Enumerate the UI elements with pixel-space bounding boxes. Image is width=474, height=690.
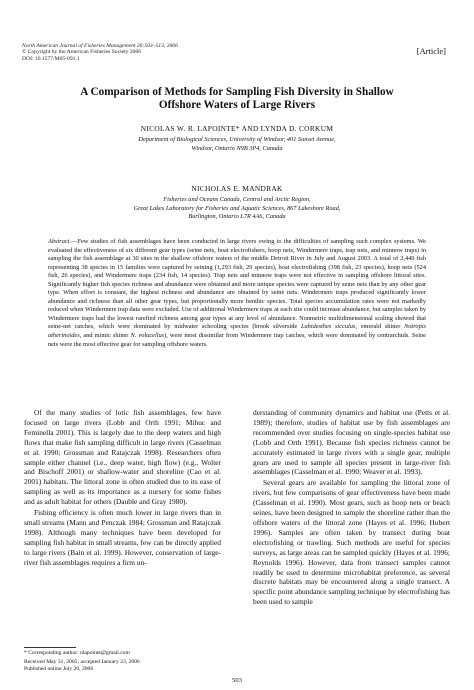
abstract-text-1: —Few studies of fish assemblages have been conducted in large rivers owing to the difficulties of sampling such complex systems. We evaluated the effectiveness of six different gear types (seine nets, boat electrofishers, hoop nets, Windermere traps, trap nets, and minnow traps) in sampling the fish assemblage at 30 sites in the shallow offshore waters of the middle Detroit River in July and August 2003. A total of 2,449 fish representing 38 species in 15 families were captured by seining (1,293 fish, 29 species), boat electrofishing (398 fish, 23 species), hoop nets (524 fish, 26 species), and Windermere traps (234 fish, 14 species). Trap nets and minnow traps were not effective in sampling offshore littoral sites. Significantly higher fish species richness and abundance were obtained and more unique species were captured by seine nets than by any other gear type. When effort is constant, the highest richness and abundance are obtained by seine nets. Windermere traps produced significantly lower abundance and richness than all other gear types, but proportionally more benthic species. Total species accumulation rates were not markedly reduced when Windermere trap data were excluded. Use of additional Windermere traps at each site could increase abundance, but samples taken by Windermere traps had the lowest rarefied richness among gear types at any level of abundance. Nonmetric multidimensional scaling showed that seine-net catches, which were dominated by midwater schooling species (brook silverside <box>48 238 426 331</box>
affiliation-2-line-2: Great Lakes Laboratory for Fisheries and Aquatic Sciences, 867 Lakeshore Road, <box>133 204 341 212</box>
abstract-label: Abstract. <box>48 238 72 245</box>
footnote-divider <box>24 647 76 648</box>
published-date: Published online July 20, 2006 <box>24 666 94 672</box>
article-type-label: [Article] <box>416 46 446 56</box>
corresponding-author: * Corresponding author: nlapointe@gmail.com <box>24 650 130 656</box>
journal-citation: North American Journal of Fisheries Management 26:503–513, 2006 <box>22 43 178 49</box>
received-date: Received May 31, 2005; accepted January 23, 2006 <box>24 659 140 665</box>
footnote <box>24 650 224 673</box>
author-names-2: NICHOLAS E. MANDRAK <box>191 184 283 193</box>
title-line-1: A Comparison of Methods for Sampling Fish Diversity in Shallow <box>80 86 394 98</box>
title-line-2: Offshore Waters of Large Rivers <box>158 99 316 111</box>
body-column-left <box>24 408 221 568</box>
abstract-text-2: , emerald shiner <box>355 323 405 331</box>
affiliation-2 <box>30 196 444 222</box>
affiliation-1 <box>30 136 444 153</box>
journal-header <box>22 43 178 62</box>
affiliation-2-line-3: Burlington, Ontario L7R 4A6, Canada <box>188 213 286 221</box>
body-paragraph: Several gears are available for sampling the littoral zone of rivers, but few comparisons of gear effectiveness have been made (Casselman et al. 1990). Most gears, such as hoop nets or beach seines, have been designed to sample the shoreline rather than the offshore waters of the littoral zone (Hayes et al. 1996; Hubert 1996). Samples are often taken by transect during boat electrofishing or trawling. Such methods are useful for species surveys, as large areas can be sampled quickly (Hayes et al. 1996; Reynolds 1996). However, data from transect samples cannot readily be used to determine microhabitat preference, as several discrete habitats may be encountered along a single transect. A specific point abundance sampling technique by electrofishing has been used to sample <box>253 478 450 607</box>
abstract <box>48 238 426 349</box>
affiliation-2-line-1: Fisheries and Oceans Canada, Central and Arctic Region, <box>163 196 311 203</box>
abstract-text-4: ), were most dissimilar from Windermere trap catches, which were dominated by centrarchids. Seine nets were the most effective gear for sampling offshore waters. <box>48 332 426 348</box>
body-column-right <box>253 408 450 607</box>
species-name-2: Notropis atherinoides <box>48 323 427 340</box>
copyright-line: © Copyright by the American Fisheries Society 2006 <box>22 49 142 56</box>
species-name-1: Labidesthes sicculus <box>300 323 356 331</box>
abstract-text-3: , and mimic shiner <box>79 332 131 340</box>
doi-line: DOI: 10.1577/M05-091.1 <box>22 55 80 62</box>
body-paragraph: derstanding of community dynamics and habitat use (Petts et al. 1989); therefore, studies of habitat use by fish assemblages are recommended over studies focusing on single-species habitat use (Lobb and Orth 1991). Because fish species richness cannot be accurately estimated in large rivers with a single gear, multiple gears are used to sample all species present in large-river fish assemblages (Casselman et al. 1990; Weaver et al. 1993). <box>253 408 450 477</box>
author-names-1: NICOLAS W. R. LAPOINTE* AND LYNDA D. CORKUM <box>140 124 334 133</box>
species-name-3: N. volucellus <box>130 332 165 340</box>
affiliation-1-line-2: Windsor, Ontario N9B 3P4, Canada <box>191 144 283 152</box>
page-number: 503 <box>232 677 242 684</box>
affiliation-1-line-1: Department of Biological Sciences, University of Windsor, 401 Sunset Avenue, <box>138 136 336 143</box>
body-paragraph: Of the many studies of lotic fish assemblages, few have focused on large rivers (Lobb and Orth 1991; Mihuc and Feminella 2001). This is largely due to the deep waters and high flows that make fish sampling difficult in large rivers (Casselman et al. 1990; Grossman and Ratajczak 1998). Researchers often sample either channel (i.e., deep water, high flow) (e.g., Wolter and Bischoff 2001) or shallow-water and shoreline (Cao et al. 2001) habitats. The littoral zone is often studied due to its ease of sampling as well as its importance as a nursery for some fishes and as adult habitat for others (Dauble and Gray 1980). <box>24 408 221 507</box>
article-title <box>40 86 434 112</box>
body-paragraph: Fishing efficiency is often much lower in large rivers than in small streams (Mann and Penczak 1984; Grossman and Ratajczak 1998). Although many techniques have been developed for sampling fish habitat in small streams, few can be directly applied to large rivers (Bain et al. 1999). However, conservation of large-river fish assemblages requires a firm un- <box>24 508 221 567</box>
